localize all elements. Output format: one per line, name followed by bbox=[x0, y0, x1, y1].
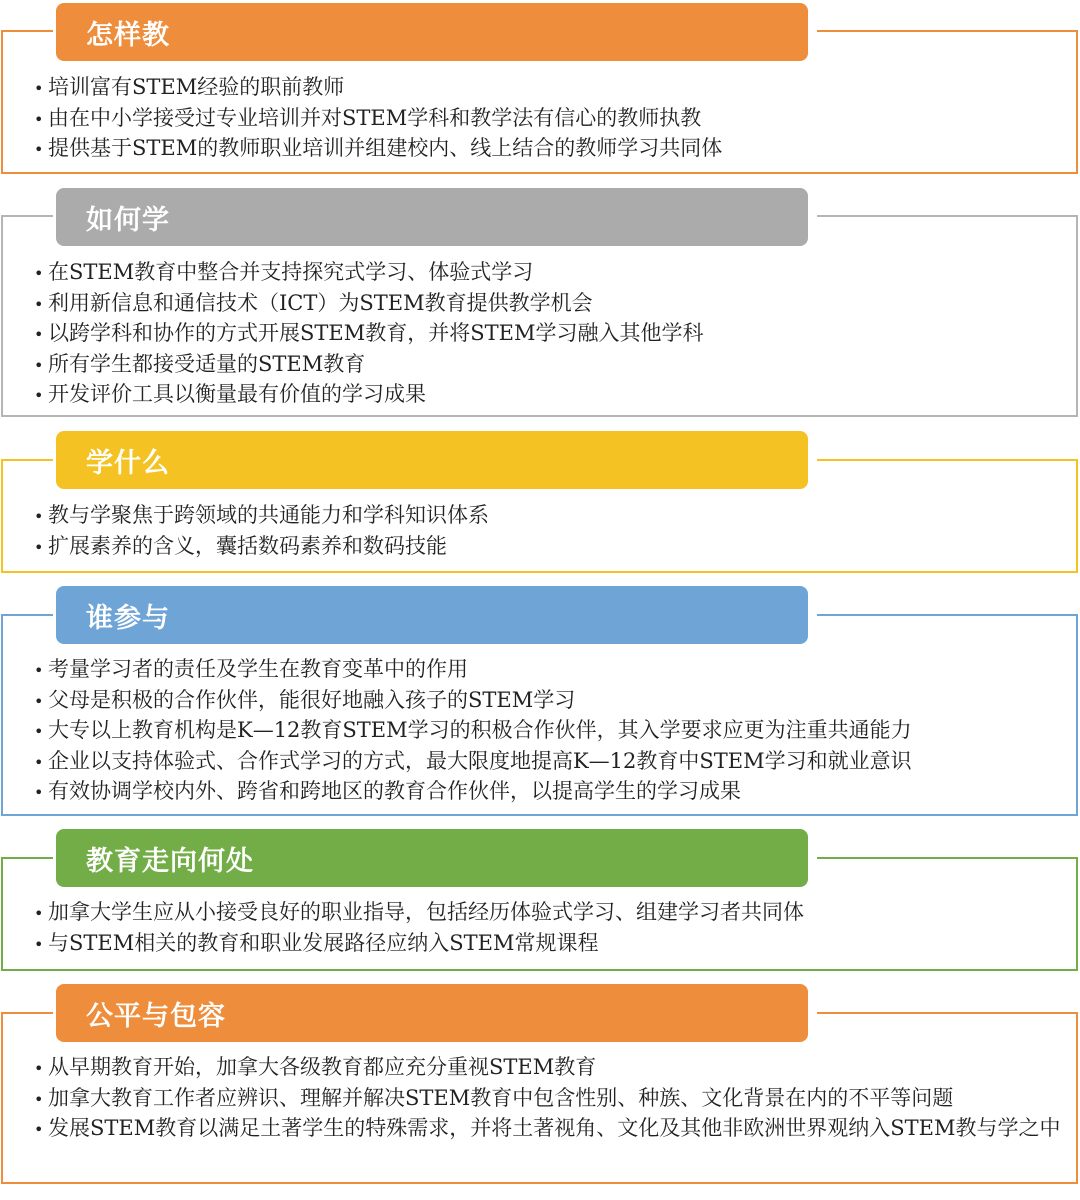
list-item: • 以跨学科和协作的方式开展STEM教育，并将STEM学习融入其他学科 bbox=[34, 319, 1072, 350]
list-item: • 从早期教育开始，加拿大各级教育都应充分重视STEM教育 bbox=[34, 1053, 1072, 1084]
list-item: • 教与学聚焦于跨领域的共通能力和学科知识体系 bbox=[34, 501, 1072, 532]
list-item: • 加拿大学生应从小接受良好的职业指导，包括经历体验式学习、组建学习者共同体 bbox=[34, 898, 1072, 929]
list-item: • 父母是积极的合作伙伴，能很好地融入孩子的STEM学习 bbox=[34, 686, 1072, 717]
section-title-what-to-learn: 学什么 bbox=[56, 431, 808, 489]
bullet-list-equity-inclusion bbox=[34, 1053, 1072, 1145]
bullet-list-how-to-learn bbox=[34, 258, 1072, 411]
bullet-list-where-education-goes bbox=[34, 898, 1072, 959]
list-item: • 由在中小学接受过专业培训并对STEM学科和教学法有信心的教师执教 bbox=[34, 104, 1072, 135]
bullet-list-what-to-learn bbox=[34, 501, 1072, 562]
list-item: • 提供基于STEM的教师职业培训并组建校内、线上结合的教师学习共同体 bbox=[34, 134, 1072, 165]
list-item: • 扩展素养的含义，囊括数码素养和数码技能 bbox=[34, 532, 1072, 563]
list-item: • 与STEM相关的教育和职业发展路径应纳入STEM常规课程 bbox=[34, 929, 1072, 960]
list-item: • 所有学生都接受适量的STEM教育 bbox=[34, 350, 1072, 381]
list-item: • 发展STEM教育以满足土著学生的特殊需求，并将土著视角、文化及其他非欧洲世界观纳入STEM教与学之中 bbox=[34, 1114, 1072, 1145]
section-title-how-to-teach: 怎样教 bbox=[56, 3, 808, 61]
list-item: • 培训富有STEM经验的职前教师 bbox=[34, 73, 1072, 104]
section-title-equity-inclusion: 公平与包容 bbox=[56, 984, 808, 1042]
list-item: • 考量学习者的责任及学生在教育变革中的作用 bbox=[34, 655, 1072, 686]
list-item: • 利用新信息和通信技术（ICT）为STEM教育提供教学机会 bbox=[34, 289, 1072, 320]
list-item: • 开发评价工具以衡量最有价值的学习成果 bbox=[34, 380, 1072, 411]
list-item: • 在STEM教育中整合并支持探究式学习、体验式学习 bbox=[34, 258, 1072, 289]
list-item: • 大专以上教育机构是K—12教育STEM学习的积极合作伙伴，其入学要求应更为注重共通能力 bbox=[34, 716, 1072, 747]
bullet-list-how-to-teach bbox=[34, 73, 1072, 165]
section-title-who-participates: 谁参与 bbox=[56, 586, 808, 644]
list-item: • 有效协调学校内外、跨省和跨地区的教育合作伙伴，以提高学生的学习成果 bbox=[34, 777, 1072, 808]
section-title-how-to-learn: 如何学 bbox=[56, 188, 808, 246]
list-item: • 企业以支持体验式、合作式学习的方式，最大限度地提高K—12教育中STEM学习和就业意识 bbox=[34, 747, 1072, 778]
section-title-where-education-goes: 教育走向何处 bbox=[56, 829, 808, 887]
list-item: • 加拿大教育工作者应辨识、理解并解决STEM教育中包含性别、种族、文化背景在内的不平等问题 bbox=[34, 1084, 1072, 1115]
bullet-list-who-participates bbox=[34, 655, 1072, 808]
